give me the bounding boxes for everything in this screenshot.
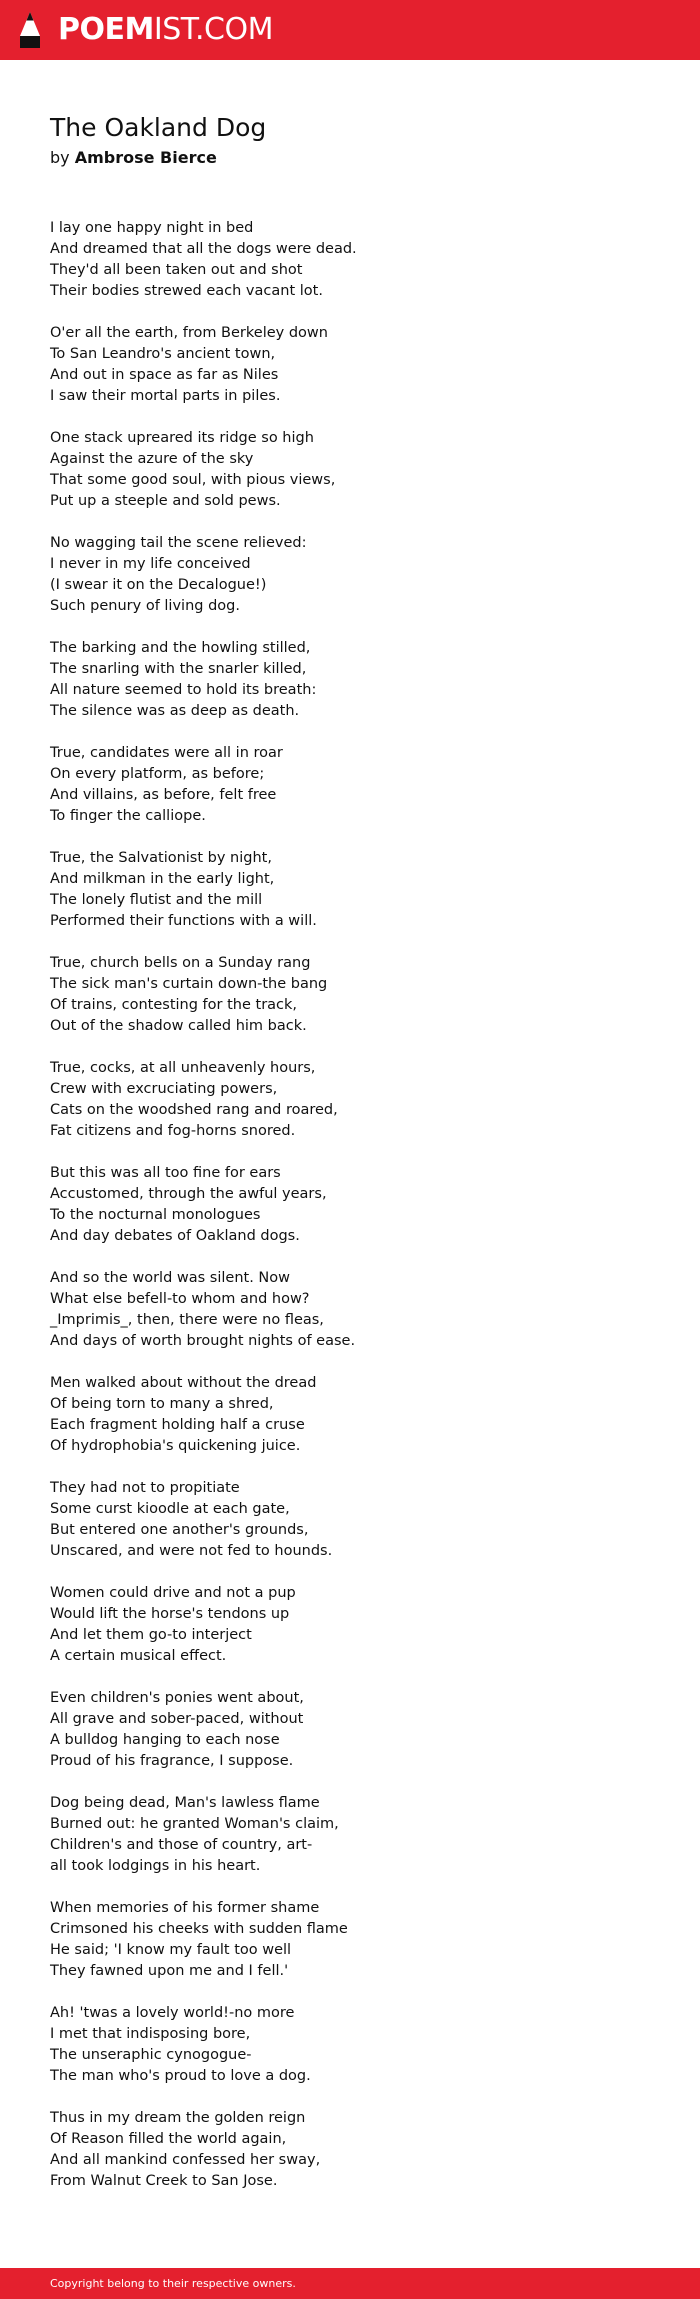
poem-byline xyxy=(50,147,650,169)
poem-line: Cats on the woodshed rang and roared, xyxy=(50,1102,338,1118)
poem-line: Women could drive and not a pup xyxy=(50,1585,296,1601)
poem-line: They had not to propitiate xyxy=(50,1480,240,1496)
poem-line: I saw their mortal parts in piles. xyxy=(50,388,281,404)
poem-line: Of Reason filled the world again, xyxy=(50,2131,287,2147)
poem-line: Against the azure of the sky xyxy=(50,451,254,467)
poem-line: He said; 'I know my fault too well xyxy=(50,1942,292,1958)
poem-stanza xyxy=(50,323,650,407)
poem-line: They'd all been taken out and shot xyxy=(50,262,303,278)
site-footer xyxy=(0,2268,700,2299)
poem-line: (I swear it on the Decalogue!) xyxy=(50,577,267,593)
poem-line: To the nocturnal monologues xyxy=(50,1207,261,1223)
poem-line: And milkman in the early light, xyxy=(50,871,275,887)
poem-stanza xyxy=(50,848,650,932)
logo-text-bold: POEM xyxy=(58,12,154,47)
poem-line: That some good soul, with pious views, xyxy=(50,472,336,488)
poem-line: And out in space as far as Niles xyxy=(50,367,279,383)
poem-stanza xyxy=(50,1373,650,1457)
poem-line: Crew with excruciating powers, xyxy=(50,1081,278,1097)
poem-line: Even children's ponies went about, xyxy=(50,1690,304,1706)
logo-text-light: IST.COM xyxy=(153,12,273,47)
poem-stanza xyxy=(50,1583,650,1667)
poem-line: The barking and the howling stilled, xyxy=(50,640,311,656)
poem-line: They fawned upon me and I fell.' xyxy=(50,1963,289,1979)
poem-stanza xyxy=(50,1898,650,1982)
poem-line: Out of the shadow called him back. xyxy=(50,1018,307,1034)
poem-stanza xyxy=(50,1268,650,1352)
poem-stanza xyxy=(50,218,650,302)
poem-line: The lonely flutist and the mill xyxy=(50,892,263,908)
poem-line: On every platform, as before; xyxy=(50,766,265,782)
byline-prefix: by xyxy=(50,148,70,167)
poem-line: A bulldog hanging to each nose xyxy=(50,1732,280,1748)
poem-stanza xyxy=(50,638,650,722)
poem-line: The unseraphic cynogogue- xyxy=(50,2047,252,2063)
poem-line: But entered one another's grounds, xyxy=(50,1522,309,1538)
poem-line: The snarling with the snarler killed, xyxy=(50,661,307,677)
poem-line: Their bodies strewed each vacant lot. xyxy=(50,283,323,299)
poem-line: Performed their functions with a will. xyxy=(50,913,317,929)
poem-line: All nature seemed to hold its breath: xyxy=(50,682,317,698)
poem-stanza xyxy=(50,953,650,1037)
poem-line: Put up a steeple and sold pews. xyxy=(50,493,281,509)
poem-line: Of trains, contesting for the track, xyxy=(50,997,298,1013)
poem-stanza xyxy=(50,2108,650,2192)
poem-line: Ah! 'twas a lovely world!-no more xyxy=(50,2005,295,2021)
poem-line: One stack upreared its ridge so high xyxy=(50,430,314,446)
poem-line: True, candidates were all in roar xyxy=(50,745,283,761)
poem-stanza xyxy=(50,2003,650,2087)
poem-line: And days of worth brought nights of ease. xyxy=(50,1333,356,1349)
poem-line: _Imprimis_, then, there were no fleas, xyxy=(50,1312,324,1328)
poem-line: Proud of his fragrance, I suppose. xyxy=(50,1753,294,1769)
poem-stanza xyxy=(50,1478,650,1562)
poem-line: Accustomed, through the awful years, xyxy=(50,1186,327,1202)
poem-line: When memories of his former shame xyxy=(50,1900,320,1916)
poem-line: And dreamed that all the dogs were dead. xyxy=(50,241,357,257)
poem-line: Men walked about without the dread xyxy=(50,1375,317,1391)
poem-line: A certain musical effect. xyxy=(50,1648,227,1664)
poem-line: And so the world was silent. Now xyxy=(50,1270,291,1286)
poem-line: O'er all the earth, from Berkeley down xyxy=(50,325,328,341)
poem-stanza xyxy=(50,1163,650,1247)
poem-line: True, cocks, at all unheavenly hours, xyxy=(50,1060,316,1076)
poem-line: No wagging tail the scene relieved: xyxy=(50,535,307,551)
poem-line: Thus in my dream the golden reign xyxy=(50,2110,306,2126)
poem-title: The Oakland Dog xyxy=(50,113,267,142)
poem-line: Unscared, and were not fed to hounds. xyxy=(50,1543,333,1559)
poem-line: Burned out: he granted Woman's claim, xyxy=(50,1816,339,1832)
poem-body xyxy=(50,218,650,2192)
poem-line: Dog being dead, Man's lawless flame xyxy=(50,1795,320,1811)
poem-line: The man who's proud to love a dog. xyxy=(50,2068,311,2084)
poem-line: True, the Salvationist by night, xyxy=(50,850,272,866)
poem-line: To San Leandro's ancient town, xyxy=(50,346,276,362)
pencil-tip-icon xyxy=(18,10,42,50)
author-link[interactable]: Ambrose Bierce xyxy=(74,148,217,167)
poem-line: Of hydrophobia's quickening juice. xyxy=(50,1438,301,1454)
poem-line: True, church bells on a Sunday rang xyxy=(50,955,311,971)
poem-stanza xyxy=(50,743,650,827)
poem-line: I lay one happy night in bed xyxy=(50,220,254,236)
poem-line: The silence was as deep as death. xyxy=(50,703,300,719)
poem-line: Fat citizens and fog-horns snored. xyxy=(50,1123,296,1139)
poem-line: And let them go-to interject xyxy=(50,1627,252,1643)
site-logo-text xyxy=(58,10,273,50)
poem-line: Of being torn to many a shred, xyxy=(50,1396,274,1412)
poem-line: Such penury of living dog. xyxy=(50,598,240,614)
poem-line: And all mankind confessed her sway, xyxy=(50,2152,321,2168)
poem-line: I met that indisposing bore, xyxy=(50,2026,251,2042)
poem-line: Crimsoned his cheeks with sudden flame xyxy=(50,1921,348,1937)
site-header xyxy=(0,0,700,60)
poem-stanza xyxy=(50,1688,650,1772)
poem-content xyxy=(50,112,650,2213)
poem-stanza xyxy=(50,1058,650,1142)
copyright-text: Copyright belong to their respective owners. xyxy=(50,2277,296,2290)
poem-stanza xyxy=(50,533,650,617)
poem-line: What else befell-to whom and how? xyxy=(50,1291,310,1307)
poem-line: The sick man's curtain down-the bang xyxy=(50,976,328,992)
poem-stanza xyxy=(50,428,650,512)
poem-line: To finger the calliope. xyxy=(50,808,206,824)
poem-line: Children's and those of country, art- xyxy=(50,1837,313,1853)
site-logo-link[interactable] xyxy=(18,10,273,50)
poem-line: But this was all too fine for ears xyxy=(50,1165,281,1181)
poem-stanza xyxy=(50,1793,650,1877)
poem-line: All grave and sober-paced, without xyxy=(50,1711,304,1727)
poem-line: Would lift the horse's tendons up xyxy=(50,1606,290,1622)
poem-line: Each fragment holding half a cruse xyxy=(50,1417,305,1433)
poem-line: And villains, as before, felt free xyxy=(50,787,277,803)
poem-line: all took lodgings in his heart. xyxy=(50,1858,261,1874)
poem-line: I never in my life conceived xyxy=(50,556,251,572)
poem-line: From Walnut Creek to San Jose. xyxy=(50,2173,278,2189)
poem-line: And day debates of Oakland dogs. xyxy=(50,1228,300,1244)
poem-line: Some curst kioodle at each gate, xyxy=(50,1501,290,1517)
